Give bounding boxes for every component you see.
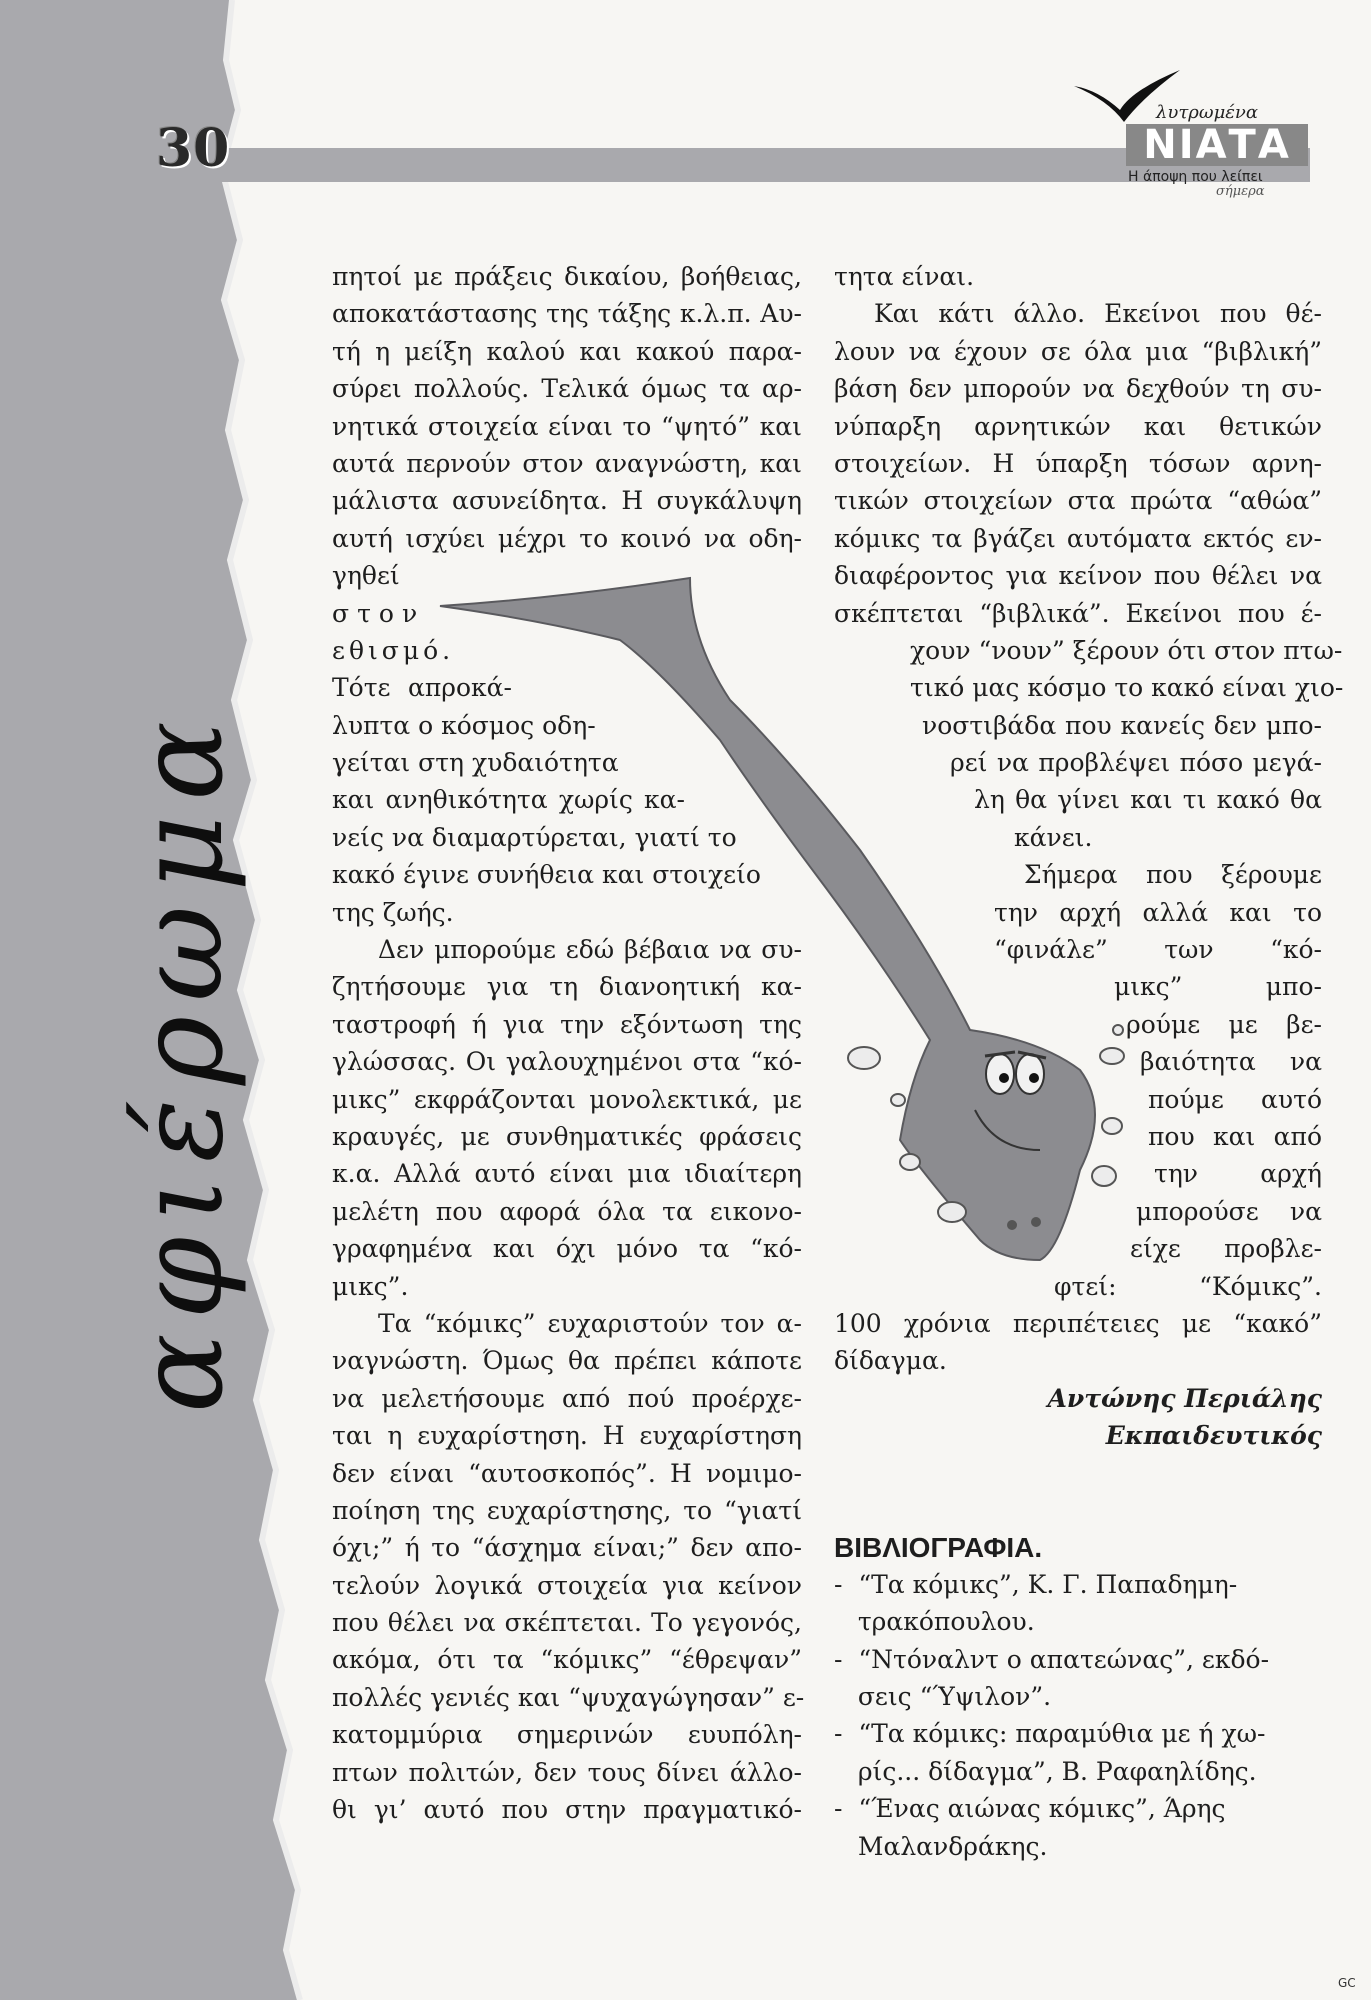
text-line: “φινάλε” των “κό-: [994, 935, 1322, 965]
text-line: αποκατάστασης της τάξης κ.λ.π. Αυ-: [332, 299, 802, 329]
text-line: πολλές γενιές και “ψυχαγώγησαν” ε-: [332, 1682, 805, 1712]
text-line: δεν είναι “αυτοσκοπός”. Η νομιμο-: [332, 1458, 802, 1488]
text-line: βαιότητα να: [1140, 1047, 1322, 1077]
text-line: που και από: [1148, 1121, 1322, 1151]
text-line: Σήμερα που ξέρουμε: [1024, 860, 1322, 890]
text-line: γραφημένα και όχι μόνο τα “κό-: [332, 1234, 802, 1264]
logo-subtitle: Η άποψη που λείπει: [1128, 169, 1263, 185]
text-line: στον: [332, 598, 426, 628]
text-line: χουν “νουν” ξέρουν ότι στον πτω-: [910, 635, 1343, 665]
text-line: την αρχή αλλά και το: [994, 897, 1322, 927]
text-line: 100 χρόνια περιπέτειες με “κακό”: [834, 1308, 1322, 1338]
text-line: μπορούσε να: [1136, 1196, 1322, 1226]
text-line: δίδαγμα.: [834, 1346, 947, 1376]
text-line: ποίηση της ευχαρίστησης, το “γιατί: [332, 1495, 802, 1525]
text-line: ακόμα, ότι τα “κόμικς” “έθρεψαν”: [332, 1645, 802, 1675]
text-line: γείται στη χυδαιότητα: [332, 748, 619, 778]
text-line: Δεν μπορούμε εδώ βέβαια να συ-: [378, 935, 802, 965]
text-line: φτεί: “Κόμικς”.: [1054, 1271, 1322, 1301]
text-line: ζητήσουμε για τη διανοητική κα-: [332, 972, 802, 1002]
text-line: σύρει πολλούς. Τελικά όμως τα αρ-: [332, 374, 802, 404]
text-line: αυτά περνούν στον αναγνώστη, και: [332, 448, 802, 478]
text-line: αυτή ισχύει μέχρι το κοινό να οδη-: [332, 523, 802, 553]
text-line: τητα είναι.: [834, 262, 975, 291]
text-line: ρούμε με βε-: [1126, 1009, 1322, 1039]
text-line: όχι;” ή το “άσχημα είναι;” δεν απο-: [332, 1533, 802, 1563]
text-line: μικς” εκφράζονται μονολεκτικά, με: [332, 1084, 802, 1114]
text-line: Και κάτι άλλο. Εκείνοι που θέ-: [874, 299, 1322, 329]
text-line: νητικά στοιχεία είναι το “ψητό” και: [332, 411, 802, 441]
text-line: Τα “κόμικς” ευχαριστούν τον α-: [378, 1308, 802, 1338]
text-line: σκέπτεται “βιβλικά”. Εκείνοι που έ-: [834, 598, 1322, 628]
author-role: Εκπαιδευτικός: [1105, 1421, 1322, 1451]
text-line: κατομμύρια σημερινών ευυπόλη-: [332, 1720, 802, 1750]
text-line: μελέτη που αφορά όλα τα εικονο-: [332, 1196, 802, 1226]
text-line: νοστιβάδα που κανείς δεν μπο-: [922, 710, 1322, 740]
bibliography-line: - “Τα κόμικς”, Κ. Γ. Παπαδημη-: [834, 1569, 1238, 1599]
text-line: ναγνώστη. Όμως θα πρέπει κάποτε: [332, 1346, 802, 1376]
text-line: ρεί να προβλέψει πόσο μεγά-: [950, 748, 1322, 778]
text-line: γλώσσας. Οι γαλουχημένοι στα “κό-: [332, 1047, 802, 1077]
text-line: μάλιστα ασυνείδητα. Η συγκάλυψη: [332, 486, 802, 516]
text-line: την αρχή: [1154, 1159, 1322, 1189]
text-line: μικς”.: [332, 1271, 409, 1301]
text-line: πούμε αυτό: [1148, 1084, 1322, 1114]
text-line: στοιχείων. Η ύπαρξη τόσων αρνη-: [834, 448, 1322, 478]
text-line: που θέλει να σκέπτεται. Το γεγονός,: [332, 1608, 802, 1638]
text-line: κακό έγινε συνήθεια και στοιχείο: [332, 860, 761, 890]
text-line: νείς να διαμαρτύρεται, γιατί το: [332, 822, 737, 852]
page-number: 30: [156, 118, 231, 179]
text-line: κάνει.: [1014, 822, 1093, 852]
text-line: πτων πολιτών, δεν τους δίνει άλλο-: [332, 1757, 802, 1787]
text-line: Τότε απροκά-: [332, 673, 512, 703]
bibliography-line: τρακόπουλου.: [834, 1607, 1035, 1637]
text-line: πητοί με πράξεις δικαίου, βοήθειας,: [332, 262, 802, 291]
article-left-column: [332, 258, 805, 1828]
bibliography-line: ρίς... δίδαγμα”, Β. Ραφαηλίδης.: [834, 1756, 1257, 1786]
text-line: κόμικς τα βγάζει αυτόματα εκτός εν-: [834, 523, 1322, 553]
text-line: γηθεί: [332, 561, 400, 591]
text-line: θι γι’ αυτό που στην πραγματικό-: [332, 1795, 802, 1825]
text-line: τή η μείξη καλού και κακού παρα-: [332, 336, 802, 366]
logo-top-text: λυτρωμένα: [1156, 102, 1259, 123]
text-line: εθισμό.: [332, 635, 455, 665]
text-line: είχε προβλε-: [1130, 1234, 1322, 1264]
bibliography-line: - “Ένας αιώνας κόμικς”, Άρης: [834, 1794, 1226, 1824]
text-line: διαφέροντος για κείνον που θέλει να: [834, 561, 1322, 591]
article-right-column: [834, 258, 1344, 1865]
text-line: τικό μας κόσμο το κακό είναι χιο-: [910, 673, 1344, 703]
logo-bottom-text: σήμερα: [1216, 184, 1265, 199]
text-line: λουν να έχουν σε όλα μια “βιβλική”: [834, 336, 1322, 366]
section-title: αφιέρωμα: [111, 707, 249, 1413]
footer-mark: GC: [1338, 1976, 1356, 1990]
text-line: ται η ευχαρίστηση. Η ευχαρίστηση: [332, 1421, 802, 1451]
bibliography-line: σεις “Ύψιλον”.: [834, 1682, 1052, 1712]
text-line: λυπτα ο κόσμος οδη-: [332, 710, 596, 740]
text-line: τικών στοιχείων στα πρώτα “αθώα”: [834, 486, 1322, 516]
bibliography-line: Μαλανδράκης.: [834, 1831, 1048, 1861]
logo-title: ΝΙΑΤΑ: [1126, 124, 1308, 166]
text-line: και ανηθικότητα χωρίς κα-: [332, 785, 685, 815]
bibliography-line: - “Ντόναλντ ο απατεώνας”, εκδό-: [834, 1644, 1270, 1674]
text-line: της ζωής.: [332, 897, 454, 927]
text-line: μικς” μπο-: [1114, 972, 1322, 1002]
text-line: τελούν λογικά στοιχεία για κείνον: [332, 1570, 802, 1600]
text-line: να μελετήσουμε από πού προέρχε-: [332, 1383, 802, 1413]
text-line: νύπαρξη αρνητικών και θετικών: [834, 411, 1322, 441]
text-line: βάση δεν μπορούν να δεχθούν τη συ-: [834, 374, 1322, 404]
text-line: λη θα γίνει και τι κακό θα: [974, 785, 1322, 815]
bibliography-heading: ΒΙΒΛΙΟΓΡΑΦΙΑ.: [834, 1531, 1043, 1563]
spacer: [834, 1455, 1322, 1529]
author-name: Αντώνης Περιάλης: [1047, 1383, 1322, 1413]
text-line: ταστροφή ή για την εξόντωση της: [332, 1009, 802, 1039]
text-line: κ.α. Αλλά αυτό είναι μια ιδιαίτερη: [332, 1159, 802, 1189]
text-line: κραυγές, με συνθηματικές φράσεις: [332, 1121, 802, 1151]
bibliography-line: - “Τα κόμικς: παραμύθια με ή χω-: [834, 1719, 1266, 1749]
